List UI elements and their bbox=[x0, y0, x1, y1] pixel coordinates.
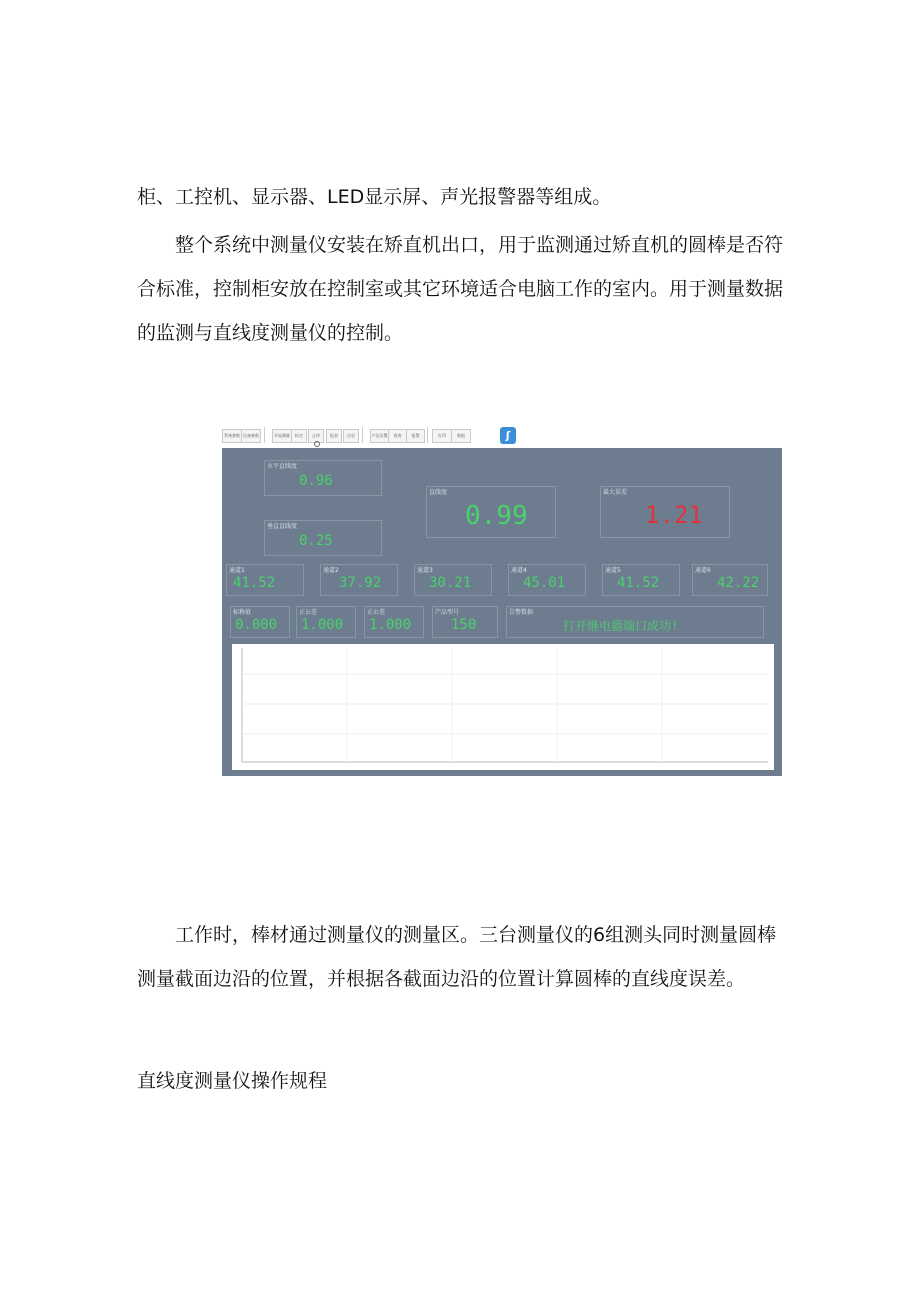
positive-tolerance-label: 正公差 bbox=[299, 609, 318, 616]
trend-chart-svg bbox=[232, 644, 774, 770]
toolbar-separator bbox=[427, 427, 428, 443]
nominal-box bbox=[230, 606, 290, 638]
positive-tolerance-box bbox=[296, 606, 356, 638]
toolbar-button-stop[interactable]: 止停 bbox=[308, 429, 324, 443]
vertical-straightness-box bbox=[264, 520, 382, 556]
alarm-label: 告警数据 bbox=[509, 609, 534, 616]
channel-2-value: 37.92 bbox=[339, 575, 382, 591]
negative-tolerance-label: 正公差 bbox=[367, 609, 386, 616]
channel-3-value: 30.21 bbox=[429, 575, 472, 591]
paragraph-operation: 工作时，棒材通过测量仪的测量区。三台测量仪的6组测头同时测量圆棒测量截面边沿的位置，并根据各截面边沿的位置计算圆棒的直线度误差。 bbox=[137, 924, 777, 990]
toolbar-button-start[interactable]: 开始测量 bbox=[272, 429, 292, 443]
alarm-message: 打开继电器端口成功! bbox=[563, 619, 679, 633]
toolbar-button-device[interactable]: 设备参数 bbox=[241, 429, 261, 443]
channel-3-box bbox=[414, 564, 492, 596]
max-error-value: 1.21 bbox=[645, 501, 703, 529]
product-model-value: 150 bbox=[451, 617, 477, 633]
channel-1-value: 41.52 bbox=[233, 575, 276, 591]
straightness-label: 直线度 bbox=[429, 489, 448, 496]
channel-5-value: 41.52 bbox=[617, 575, 660, 591]
max-error-box bbox=[600, 486, 730, 538]
positive-tolerance-value: 1.000 bbox=[301, 617, 344, 633]
channel-4-value: 45.01 bbox=[523, 575, 566, 591]
toolbar bbox=[222, 424, 782, 446]
toolbar-button-report[interactable]: 报表 bbox=[326, 429, 342, 443]
channel-1-box bbox=[226, 564, 304, 596]
horizontal-straightness-value: 0.96 bbox=[299, 473, 333, 489]
horizontal-straightness-box bbox=[264, 460, 382, 496]
straightness-value: 0.99 bbox=[465, 501, 528, 531]
toolbar-button-history[interactable]: 历史 bbox=[343, 429, 359, 443]
nominal-value: 0.000 bbox=[235, 617, 278, 633]
toolbar-separator bbox=[264, 427, 265, 443]
channel-6-box bbox=[692, 564, 768, 596]
toolbar-button-alarm[interactable]: 报警 bbox=[406, 429, 425, 443]
negative-tolerance-value: 1.000 bbox=[369, 617, 412, 633]
horizontal-straightness-label: 水平直线度 bbox=[267, 463, 298, 470]
channel-6-value: 42.22 bbox=[717, 575, 760, 591]
channel-2-label: 通道2 bbox=[323, 567, 339, 574]
max-error-label: 最大误差 bbox=[603, 489, 628, 496]
alarm-box bbox=[506, 606, 764, 638]
vertical-straightness-value: 0.25 bbox=[299, 533, 333, 549]
toolbar-separator bbox=[362, 427, 363, 443]
toolbar-button-print[interactable]: 打印 bbox=[432, 429, 452, 443]
toolbar-button-product[interactable]: 产品设置 bbox=[370, 429, 389, 443]
channel-1-label: 通道1 bbox=[229, 567, 245, 574]
channel-2-box bbox=[320, 564, 398, 596]
product-model-label: 产品型号 bbox=[435, 609, 460, 616]
section-heading: 直线度测量仪操作规程 bbox=[137, 1070, 328, 1092]
straightness-box bbox=[426, 486, 556, 538]
app-logo-icon: ʃ bbox=[500, 427, 516, 444]
product-model-box bbox=[432, 606, 498, 638]
trend-chart bbox=[232, 644, 774, 770]
software-screenshot bbox=[222, 424, 782, 776]
toolbar-button-sys[interactable]: 系统参数 bbox=[222, 429, 242, 443]
paragraph-system: 整个系统中测量仪安装在矫直机出口，用于监测通过矫直机的圆棒是否符合标准，控制柜安放在控制室或其它环境适合电脑工作的室内。用于测量数据的监测与直线度测量仪的控制。 bbox=[137, 234, 784, 344]
vertical-straightness-label: 垂直直线度 bbox=[267, 523, 298, 530]
toolbar-button-query[interactable]: 查询 bbox=[388, 429, 407, 443]
channel-4-label: 通道4 bbox=[511, 567, 527, 574]
measurement-panel bbox=[222, 448, 782, 776]
toolbar-button-data[interactable]: 数据 bbox=[451, 429, 471, 443]
status-dot-icon bbox=[314, 441, 320, 447]
paragraph-intro-tail: 柜、工控机、显示器、LED显示屏、声光报警器等组成。 bbox=[137, 186, 612, 208]
channel-3-label: 通道3 bbox=[417, 567, 433, 574]
channel-4-box bbox=[508, 564, 586, 596]
channel-5-label: 通道5 bbox=[605, 567, 621, 574]
channel-6-label: 通道6 bbox=[695, 567, 711, 574]
nominal-label: 标称值 bbox=[233, 609, 252, 616]
channel-5-box bbox=[602, 564, 680, 596]
negative-tolerance-box bbox=[364, 606, 424, 638]
toolbar-button-calib[interactable]: 标定 bbox=[291, 429, 307, 443]
